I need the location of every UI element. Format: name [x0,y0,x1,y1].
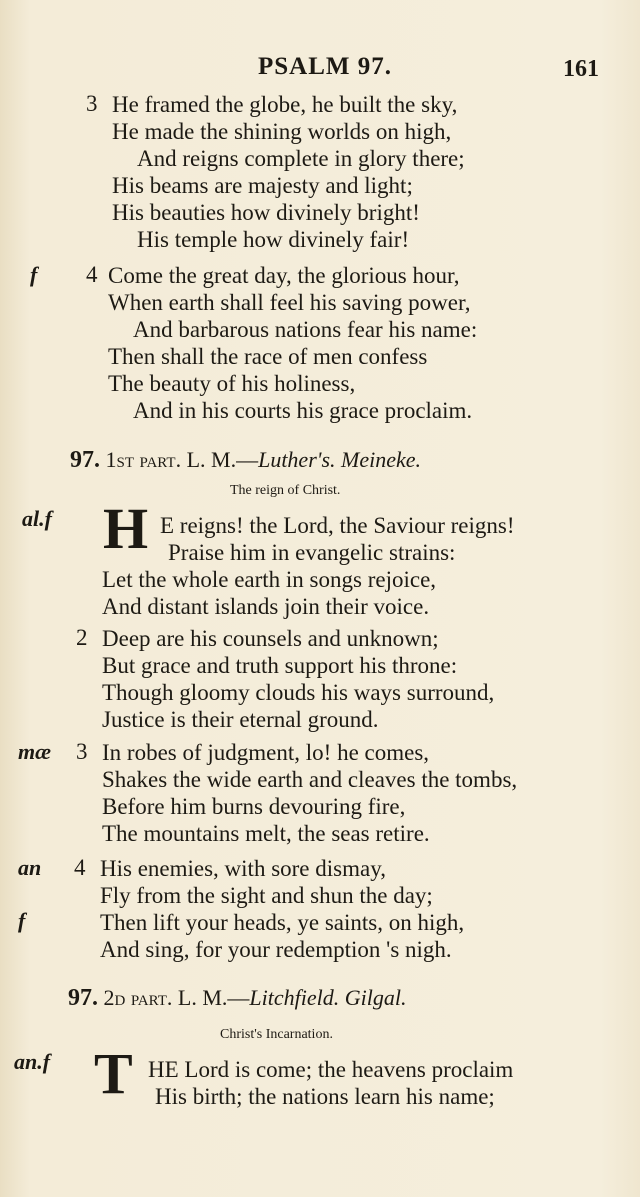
verse-line: Come the great day, the glorious hour, [108,263,460,288]
verse-line: In robes of judgment, lo! he comes, [102,740,430,765]
hymn-number: 97. [68,985,98,1011]
verse-line: The mountains melt, the seas retire. [102,821,430,846]
verse-line: Then shall the race of men confess [108,344,428,369]
verse-line: His enemies, with sore dismay, [100,856,386,881]
verse-line: And distant islands join their voice. [102,594,430,619]
verse-line: Though gloomy clouds his ways surround, [102,680,495,705]
dynamic-mark: an.f [14,1049,51,1074]
page-number: 161 [563,56,599,82]
verse-line: And reigns complete in glory there; [137,146,465,171]
hymn-meter: L. M.— [186,447,259,472]
verse-line: Praise him in evangelic strains: [168,540,456,565]
verse-number: 3 [76,739,88,764]
page-header-title: PSALM 97. [258,53,392,80]
verse-line: His beauties how divinely bright! [112,200,420,225]
hymn-number: 97. [70,447,100,473]
drop-cap: H [103,496,149,561]
hymn-subtitle: Christ's Incarnation. [220,1027,333,1042]
verse-line: And in his courts his grace proclaim. [133,398,473,423]
verse-number: 4 [74,855,86,880]
verse-line: And sing, for your redemption 's nigh. [100,937,452,962]
verse-line: His birth; the nations learn his name; [155,1084,495,1109]
verse-line: He framed the globe, he built the sky, [112,92,458,117]
dynamic-mark: f [30,262,38,287]
hymn-meter: L. M.— [177,985,250,1010]
verse-line: Deep are his counsels and unknown; [102,626,439,651]
dynamic-mark: mæ [18,739,51,764]
verse-line: Justice is their eternal ground. [102,707,379,732]
verse-number: 2 [76,625,88,650]
verse-line: His temple how divinely fair! [137,227,410,252]
verse-line: And barbarous nations fear his name: [133,317,478,342]
dynamic-mark: f [18,908,26,933]
dynamic-mark: an [18,855,42,880]
dynamic-mark: al.f [22,506,52,531]
verse-line: But grace and truth support his throne: [102,653,458,678]
hymn-tunes: Litchfield. Gilgal. [249,985,407,1010]
hymn-subtitle: The reign of Christ. [230,483,341,498]
hymn-heading [70,447,421,474]
verse-line: Shakes the wide earth and cleaves the tombs, [102,767,518,792]
verse-line: Then lift your heads, ye saints, on high, [100,910,465,935]
verse-line: His beams are majesty and light; [112,173,413,198]
hymn-part: 2d part. [103,985,173,1010]
verse-line: Before him burns devouring fire, [102,794,406,819]
hymn-tunes: Luther's. Meineke. [258,447,422,472]
hymn-part: 1st part. [105,447,182,472]
verse-number: 3 [86,91,98,116]
hymn-heading [68,985,406,1012]
verse-line: Fly from the sight and shun the day; [100,883,433,908]
verse-line: HE Lord is come; the heavens proclaim [148,1057,514,1082]
verse-line: When earth shall feel his saving power, [108,290,471,315]
verse-number: 4 [86,262,98,287]
verse-line: E reigns! the Lord, the Saviour reigns! [160,513,515,538]
drop-cap: T [94,1041,133,1106]
verse-line: Let the whole earth in songs rejoice, [102,567,437,592]
verse-line: The beauty of his holiness, [108,371,356,396]
verse-line: He made the shining worlds on high, [112,119,452,144]
